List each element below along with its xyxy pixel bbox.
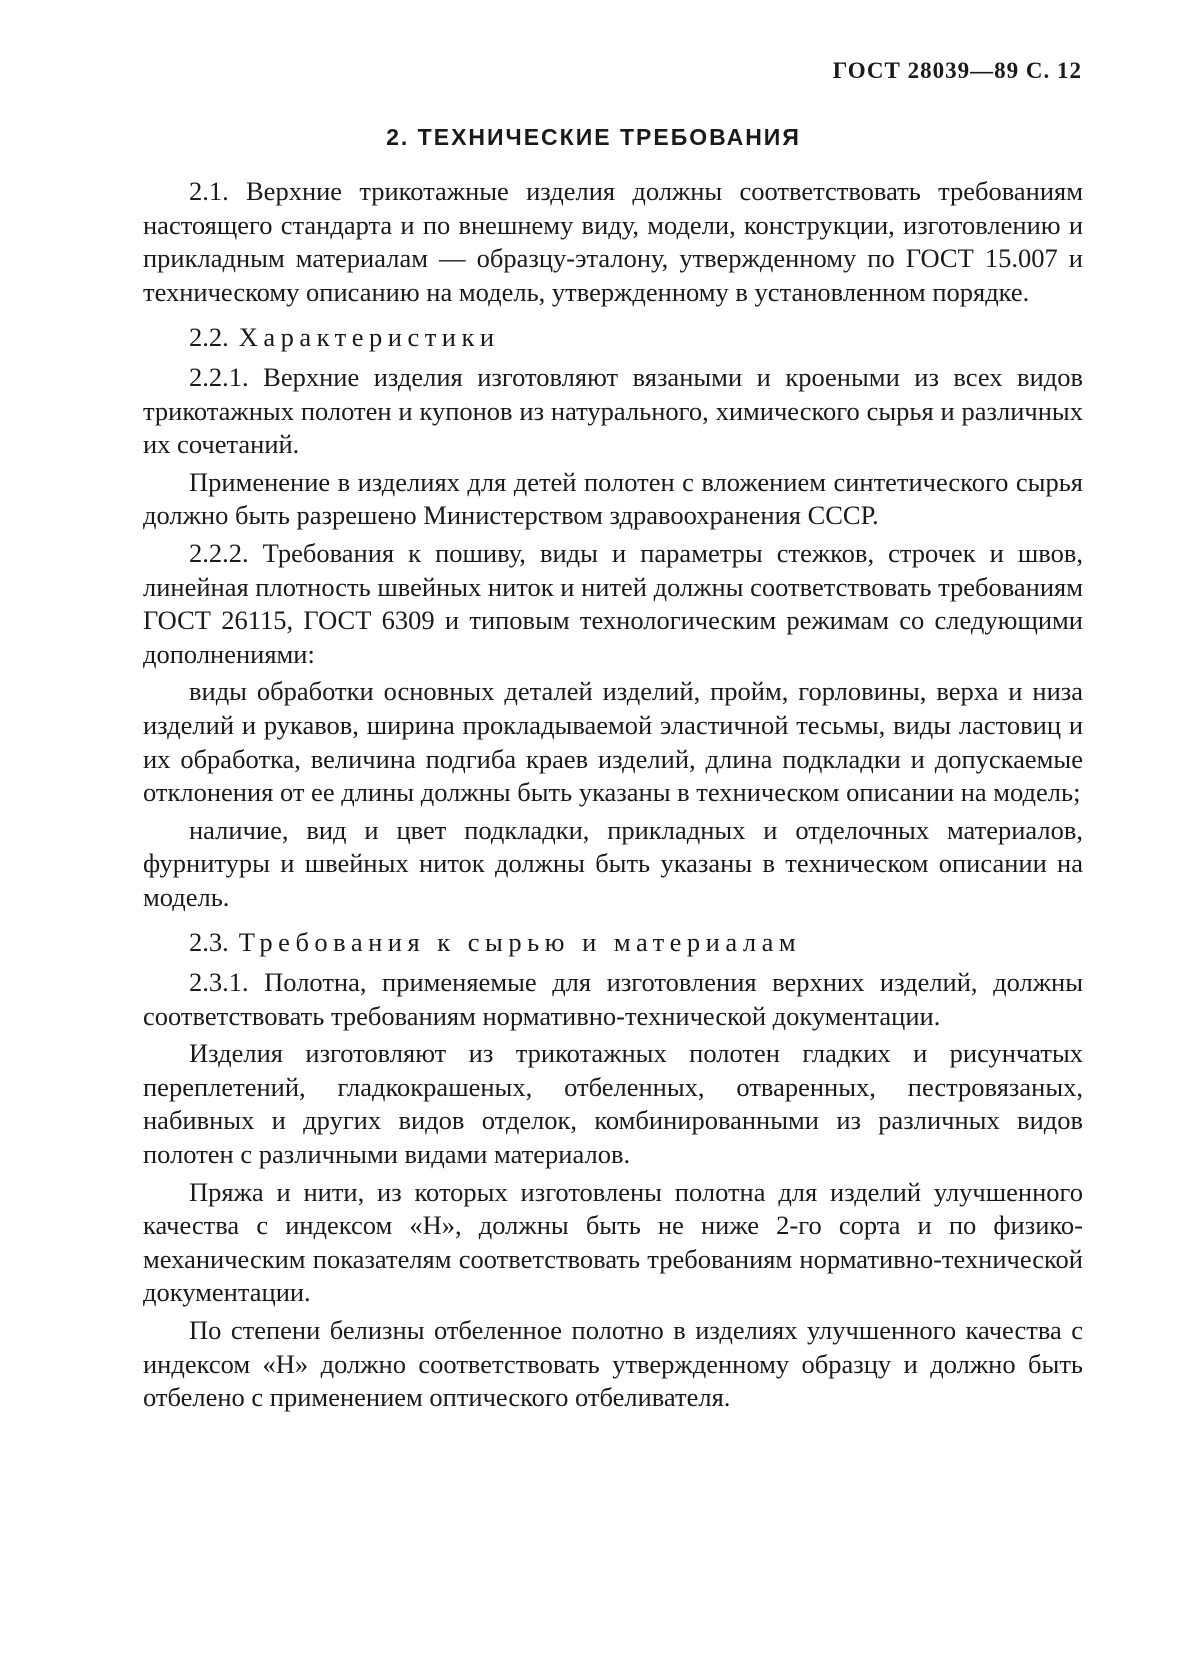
subheading-number: 2.2. [189,322,229,353]
paragraph-2-3-1: 2.3.1. Полотна, применяемые для изготовления верхних изделий, должны соответствовать требованиям нормативно-технической документации. [143,967,1083,1031]
paragraph-2-3-1-whiteness: По степени белизны отбеленное полотно в изделиях улучшенного качества с индексом «Н» должно соответствовать утвержденному образцу и должно быть отбелено с применением оптического отбеливателя. [143,1315,1083,1413]
subheading-text: Характеристики [238,322,500,353]
subheading-text: Требования к сырью и материалам [238,927,802,958]
paragraph-2-2-2: 2.2.2. Требования к пошиву, виды и параметры стежков, строчек и швов, линейная плотность швейных ниток и нитей должны соответствовать требованиям ГОСТ 26115, ГОСТ 6309 и типовым технологическим режимам со следующими дополнениями: [143,537,1083,669]
paragraph-2-1: 2.1. Верхние трикотажные изделия должны соответствовать требованиям настоящего стандарта и по внешнему виду, модели, конструкции, изготовлению и прикладным материалам — образцу-эталону, утвержденному по ГОСТ 15.007 и техническому описанию на модель, утвержденному в установленном порядке. [143,176,1083,307]
paragraph-2-2-2-processing: виды обработки основных деталей изделий, пройм, горловины, верха и низа изделий и рукавов, ширина прокладываемой эластичной тесьмы, виды ластовиц и их обработка, величина подгиба краев изделий, длина подкладки и допускаемые отклонения от ее длины должны быть указаны в техническом описании на модель; [143,676,1083,808]
subheading-number: 2.3. [189,927,229,958]
subheading-2-2 [143,321,1083,355]
section-title: 2. ТЕХНИЧЕСКИЕ ТРЕБОВАНИЯ [386,124,801,150]
paragraph-2-3-1-fabrics: Изделия изготовляют из трикотажных полотен гладких и рисунчатых переплетений, гладкокрашеных, отбеленных, отваренных, пестровязаных, набивных и других видов отделок, комбинированными из различных видов полотен с различными видами материалов. [143,1038,1083,1170]
paragraph-2-2-1-children: Применение в изделиях для детей полотен с вложением синтетического сырья должно быть разрешено Министерством здравоохранения СССР. [143,466,1083,531]
paragraph-2-2-2-lining: наличие, вид и цвет подкладки, прикладных и отделочных материалов, фурнитуры и швейных ниток должны быть указаны в техническом описании на модель. [143,814,1083,912]
subheading-2-3 [143,926,1083,960]
paragraph-2-2-1: 2.2.1. Верхние изделия изготовляют вязаными и кроеными из всех видов трикотажных полотен и купонов из натурального, химического сырья и различных их сочетаний. [143,361,1083,460]
running-header: ГОСТ 28039—89 С. 12 [832,58,1082,83]
paragraph-2-3-1-yarn: Пряжа и нити, из которых изготовлены полотна для изделий улучшенного качества с индексом «Н», должны быть не ниже 2-го сорта и по физико-механическим показателям соответствовать требованиям нормативно-технической документации. [143,1176,1083,1308]
document-body [143,175,1083,1419]
